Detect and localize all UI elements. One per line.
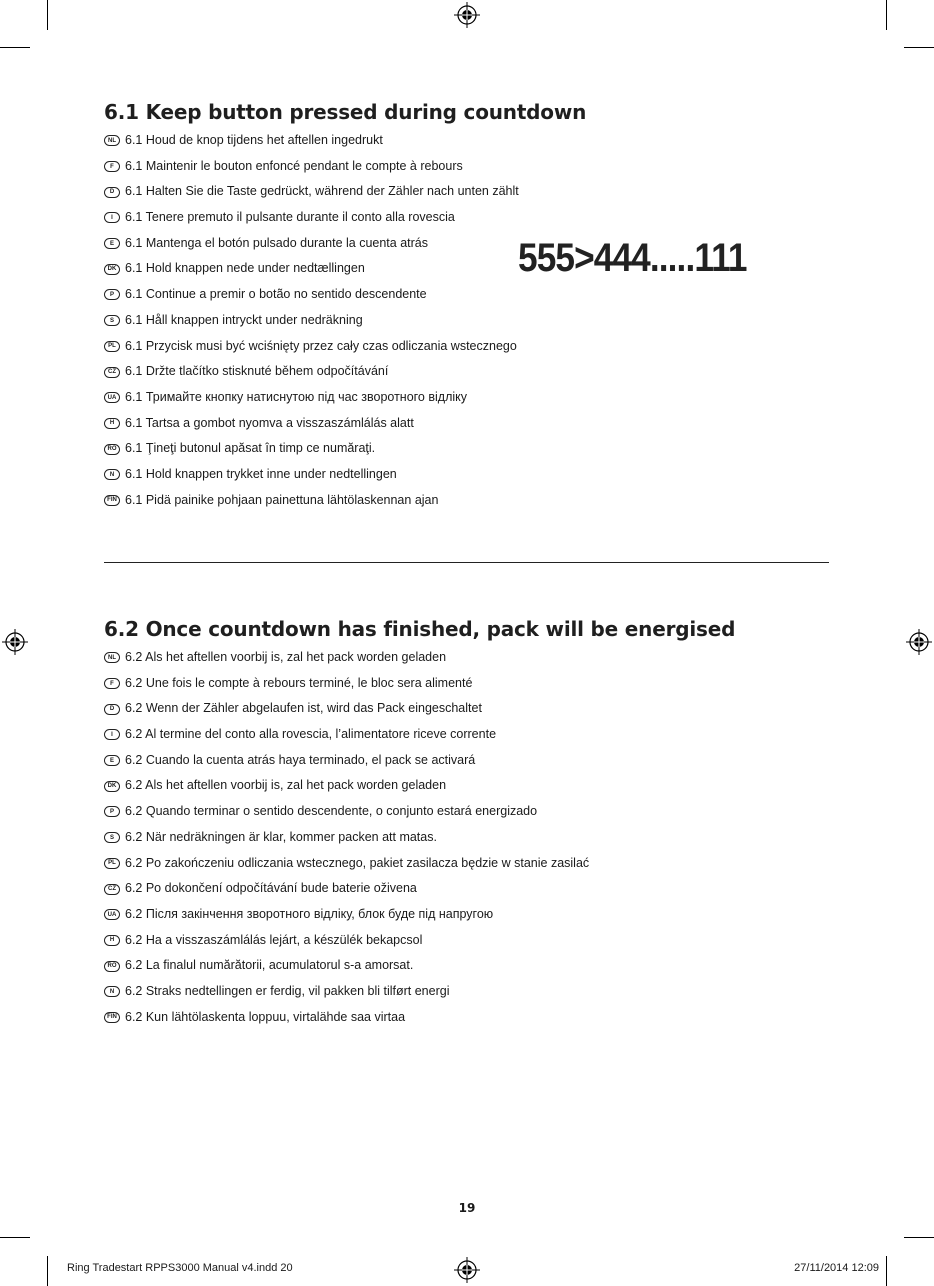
translation-text: 6.2 Als het aftellen voorbij is, zal het pack worden geladen xyxy=(125,778,447,793)
translation-text: 6.1 Continue a premir o botão no sentido descendente xyxy=(125,287,427,302)
section-6-2 xyxy=(104,615,834,1030)
translation-text: 6.1 Hold knappen nede under nedtællingen xyxy=(125,261,365,276)
language-badge-icon: E xyxy=(104,755,120,766)
translation-text: 6.2 Wenn der Zähler abgelaufen ist, wird das Pack eingeschaltet xyxy=(125,701,482,716)
translation-text: 6.1 Maintenir le bouton enfoncé pendant le compte à rebours xyxy=(125,158,463,173)
page-number: 19 xyxy=(458,1201,476,1215)
language-badge-icon: F xyxy=(104,161,120,172)
language-badge-icon: E xyxy=(104,238,120,249)
language-badge-icon: NL xyxy=(104,135,120,146)
translation-line xyxy=(104,722,834,748)
language-badge-icon: RO xyxy=(104,444,120,455)
translation-text: 6.1 Halten Sie die Taste gedrückt, während der Zähler nach unten zählt xyxy=(125,184,519,199)
crop-mark xyxy=(47,1256,48,1286)
crop-mark xyxy=(0,1237,30,1238)
countdown-display: 555>444.....111 xyxy=(518,236,747,280)
translation-line xyxy=(104,645,834,671)
translation-line xyxy=(104,334,834,360)
translation-text: 6.1 Tenere premuto il pulsante durante il conto alla rovescia xyxy=(125,210,455,225)
translation-line xyxy=(104,1005,834,1031)
translation-line xyxy=(104,799,834,825)
translation-text: 6.2 Straks nedtellingen er ferdig, vil pakken bli tilført energi xyxy=(125,983,450,998)
language-badge-icon: CZ xyxy=(104,884,120,895)
language-badge-icon: H xyxy=(104,418,120,429)
translation-text: 6.1 Houd de knop tijdens het aftellen ingedrukt xyxy=(125,133,383,147)
translation-line xyxy=(104,851,834,877)
language-badge-icon: FIN xyxy=(104,1012,120,1023)
translation-line xyxy=(104,282,834,308)
language-badge-icon: UA xyxy=(104,392,120,403)
translation-text: 6.1 Тримайте кнопку натиснутою під час зворотного відліку xyxy=(125,389,467,404)
registration-mark-icon xyxy=(454,2,480,28)
registration-mark-icon xyxy=(2,629,28,655)
translation-text: 6.2 Al termine del conto alla rovescia, l’alimentatore riceve corrente xyxy=(125,727,497,742)
language-badge-icon: F xyxy=(104,678,120,689)
translation-line xyxy=(104,385,834,411)
translation-line xyxy=(104,359,834,385)
translation-line xyxy=(104,308,834,334)
registration-mark-icon xyxy=(454,1257,480,1283)
translation-text: 6.1 Hold knappen trykket inne under nedtellingen xyxy=(125,466,397,481)
translation-line xyxy=(104,488,834,514)
translation-line xyxy=(104,748,834,774)
language-badge-icon: DK xyxy=(104,264,120,275)
translation-text: 6.1 Przycisk musi być wciśnięty przez cały czas odliczania wstecznego xyxy=(125,338,517,353)
translation-text: 6.2 När nedräkningen är klar, kommer packen att matas. xyxy=(125,829,437,844)
language-badge-icon: NL xyxy=(104,652,120,663)
footer-timestamp: 27/11/2014 12:09 xyxy=(794,1262,879,1274)
translation-line xyxy=(104,671,834,697)
language-badge-icon: D xyxy=(104,704,120,715)
translation-text: 6.2 Po dokončení odpočítávání bude baterie oživena xyxy=(125,881,417,896)
language-badge-icon: N xyxy=(104,469,120,480)
language-badge-icon: CZ xyxy=(104,367,120,378)
translation-text: 6.2 La finalul numărătorii, acumulatorul s-a amorsat. xyxy=(125,958,414,973)
language-badge-icon: DK xyxy=(104,781,120,792)
translation-text: 6.1 Držte tlačítko stisknuté během odpočítávání xyxy=(125,364,389,379)
translation-line xyxy=(104,436,834,462)
translation-list xyxy=(104,128,834,513)
language-badge-icon: H xyxy=(104,935,120,946)
language-badge-icon: I xyxy=(104,729,120,740)
section-divider xyxy=(104,562,829,563)
translation-line xyxy=(104,953,834,979)
translation-line xyxy=(104,179,834,205)
crop-mark xyxy=(886,1256,887,1286)
translation-text: 6.2 Quando terminar o sentido descendente, o conjunto estará energizado xyxy=(125,804,538,819)
translation-line xyxy=(104,696,834,722)
translation-text: 6.2 Po zakończeniu odliczania wstecznego, pakiet zasilacza będzie w stanie zasilać xyxy=(125,855,590,870)
language-badge-icon: I xyxy=(104,212,120,223)
crop-mark xyxy=(0,47,30,48)
language-badge-icon: N xyxy=(104,986,120,997)
translation-text: 6.2 Une fois le compte à rebours terminé, le bloc sera alimenté xyxy=(125,675,473,690)
translation-text: 6.2 Ha a visszaszámlálás lejárt, a készülék bekapcsol xyxy=(125,932,423,947)
section-6-1 xyxy=(104,98,834,513)
translation-line xyxy=(104,462,834,488)
translation-line xyxy=(104,902,834,928)
language-badge-icon: P xyxy=(104,806,120,817)
translation-text: 6.1 Mantenga el botón pulsado durante la cuenta atrás xyxy=(125,235,428,250)
translation-line xyxy=(104,773,834,799)
language-badge-icon: S xyxy=(104,315,120,326)
language-badge-icon: S xyxy=(104,832,120,843)
language-badge-icon: D xyxy=(104,187,120,198)
crop-mark xyxy=(886,0,887,30)
translation-line xyxy=(104,154,834,180)
translation-line xyxy=(104,928,834,954)
translation-text: 6.1 Håll knappen intryckt under nedräkning xyxy=(125,312,363,327)
translation-line xyxy=(104,205,834,231)
language-badge-icon: UA xyxy=(104,909,120,920)
translation-list xyxy=(104,645,834,1030)
crop-mark xyxy=(47,0,48,30)
translation-text: 6.2 Cuando la cuenta atrás haya terminado, el pack se activará xyxy=(125,752,476,767)
translation-line xyxy=(104,876,834,902)
translation-text: 6.2 Als het aftellen voorbij is, zal het pack worden geladen xyxy=(125,650,447,664)
language-badge-icon: P xyxy=(104,289,120,300)
translation-line xyxy=(104,411,834,437)
translation-text: 6.1 Ţineţi butonul apăsat în timp ce număraţi. xyxy=(125,441,376,456)
translation-text: 6.1 Pidä painike pohjaan painettuna lähtölaskennan ajan xyxy=(125,492,439,507)
crop-mark xyxy=(904,1237,934,1238)
language-badge-icon: FIN xyxy=(104,495,120,506)
translation-line xyxy=(104,128,834,154)
translation-line xyxy=(104,979,834,1005)
language-badge-icon: PL xyxy=(104,341,120,352)
language-badge-icon: PL xyxy=(104,858,120,869)
translation-text: 6.2 Kun lähtölaskenta loppuu, virtalähde saa virtaa xyxy=(125,1009,406,1024)
language-badge-icon: RO xyxy=(104,961,120,972)
translation-line xyxy=(104,825,834,851)
translation-text: 6.1 Tartsa a gombot nyomva a visszaszámlálás alatt xyxy=(125,415,414,430)
crop-mark xyxy=(904,47,934,48)
footer-file-name: Ring Tradestart RPPS3000 Manual v4.indd 20 xyxy=(67,1262,293,1274)
section-heading: 6.2 Once countdown has finished, pack will be energised xyxy=(104,617,736,641)
translation-text: 6.2 Після закінчення зворотного відліку, блок буде під напругою xyxy=(125,906,494,921)
registration-mark-icon xyxy=(906,629,932,655)
section-heading: 6.1 Keep button pressed during countdown xyxy=(104,100,587,124)
